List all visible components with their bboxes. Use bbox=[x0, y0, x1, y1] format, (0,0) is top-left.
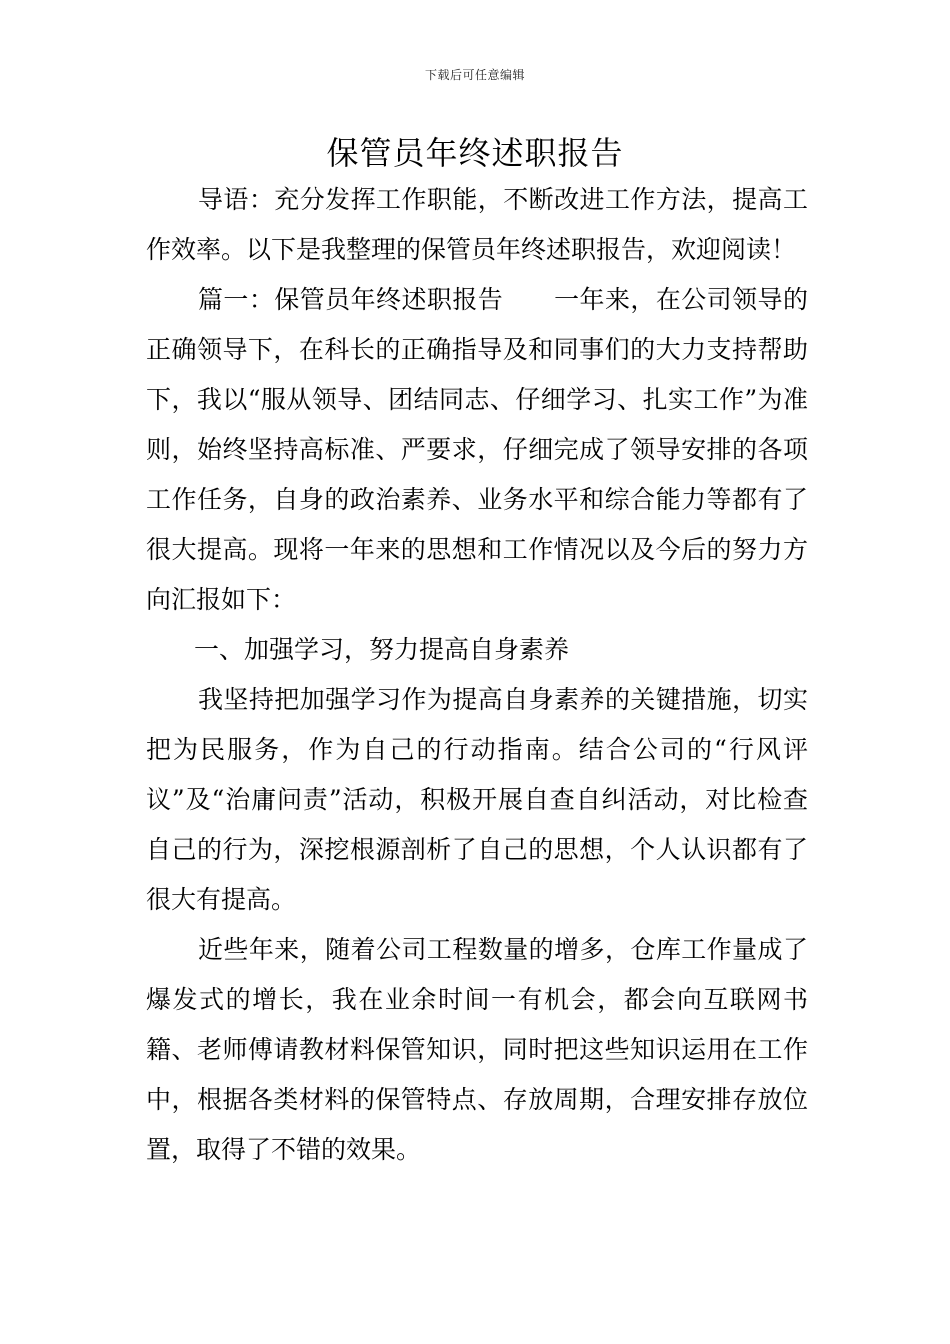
body-paragraph: 篇一：保管员年终述职报告 一年来，在公司领导的正确领导下，在科长的正确指导及和同事们的大力支持帮助下，我以“服从领导、团结同志、仔细学习、扎实工作”为准则，始终坚持高标准、严要求，仔细完成了领导安排的各项工作任务，自身的政治素养、业务水平和综合能力等都有了很大提高。现将一年来的思想和工作情况以及今后的努力方向汇报如下： bbox=[146, 285, 808, 614]
document-body bbox=[146, 175, 808, 1175]
document-title: 保管员年终述职报告 bbox=[326, 134, 624, 172]
body-paragraph: 我坚持把加强学习作为提高自身素养的关键措施，切实把为民服务，作为自己的行动指南。结合公司的“行风评议”及“治庸问责”活动，积极开展自查自纠活动，对比检查自己的行为，深挖根源剖析了自己的思想，个人认识都有了很大有提高。 bbox=[146, 685, 808, 914]
intro-paragraph: 导语：充分发挥工作职能，不断改进工作方法，提高工作效率。以下是我整理的保管员年终述职报告，欢迎阅读！ bbox=[146, 185, 808, 264]
header-note: 下载后可任意编辑 bbox=[424, 68, 525, 82]
body-paragraph: 近些年来，随着公司工程数量的增多，仓库工作量成了爆发式的增长，我在业余时间一有机会，都会向互联网书籍、老师傅请教材料保管知识，同时把这些知识运用在工作中，根据各类材料的保管特点、存放周期，合理安排存放位置，取得了不错的效果。 bbox=[146, 935, 808, 1164]
section-heading: 一、加强学习，努力提高自身素养 bbox=[194, 635, 570, 664]
